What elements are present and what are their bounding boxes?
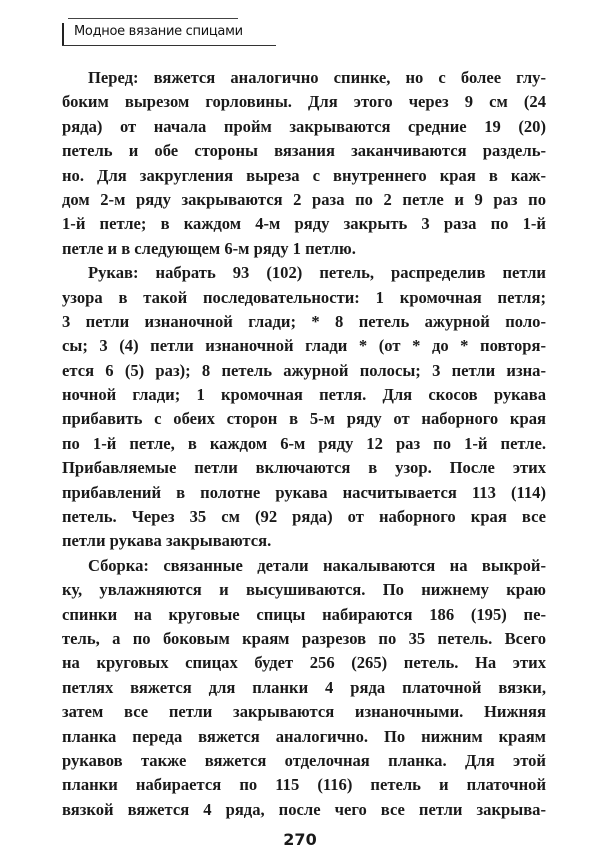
text-line [62,261,546,285]
line-text: 3 петли изнаночной глади; * 8 петель ажурной поло- [62,311,546,331]
line-text: планка переда вяжется аналогично. По нижним краям [62,726,546,746]
text-line [62,603,546,627]
text-line [62,432,546,456]
paragraph [62,261,546,554]
text-line [62,676,546,700]
line-text: затем все петли закрываются изнаночными. Нижняя [62,702,546,722]
text-line [62,237,546,261]
text-line [62,627,546,651]
text-line [62,578,546,602]
line-text: тель, а по боковым краям разрезов по 35 петель. Всего [62,628,546,648]
text-line [62,90,546,114]
line-text: ку, увлажняются и высушиваются. По нижнему краю [62,580,546,600]
header-rule-top [68,18,238,19]
text-line [62,651,546,675]
text-line [62,700,546,724]
line-text: рукавов также вяжется отделочная планка. Для этой [62,750,546,770]
line-text: но. Для закругления выреза с внутреннего края в каж- [62,165,546,185]
text-line [62,749,546,773]
text-line [62,164,546,188]
text-line [62,383,546,407]
text-line [62,481,546,505]
line-text: планки набирается по 115 (116) петель и платочной [62,775,546,795]
line-text: прибавить с обеих сторон в 5-м ряду от наборного края [62,409,546,429]
line-text: Прибавляемые петли включаются в узор. После этих [62,458,546,478]
line-text: спинки на круговые спицы набираются 186 (195) пе- [62,604,546,624]
line-text: по 1-й петле, в каждом 6-м ряду 12 раз по 1-й петле. [62,433,546,453]
text-line [62,115,546,139]
line-text: набрать 93 (102) петель, распределив петли [138,263,546,283]
line-text: вязкой вяжется 4 ряда, после чего все петли закрыва- [62,799,546,819]
paragraph [62,554,546,822]
line-text: прибавлений в полотне рукава насчитывается 113 (114) [62,482,546,502]
book-title: Модное вязание спицами [74,24,243,39]
line-text: дом 2-м ряду закрываются 2 раза по 2 петле и 9 раз по [62,189,546,209]
section-lead: Перед: [88,68,139,87]
line-text: 1-й петле; в каждом 4-м ряду закрыть 3 раза по 1-й [62,214,546,234]
header-rule-left [62,23,64,45]
text-line [62,139,546,163]
text-line [62,66,546,90]
line-text: узора в такой последовательности: 1 кромочная петля; [62,287,546,307]
line-text: связанные детали накалываются на выкрой- [148,555,546,575]
text-line [62,359,546,383]
line-text: ется 6 (5) раз); 8 петель ажурной полосы; 3 петли изна- [62,360,546,380]
text-line [62,310,546,334]
text-line [62,407,546,431]
section-lead: Сборка: [88,555,149,575]
line-text: ночной глади; 1 кромочная петля. Для скосов рукава [62,385,546,405]
line-text: сы; 3 (4) петли изнаночной глади * (от * до * повторя- [62,336,546,356]
text-line [62,286,546,310]
text-line [62,505,546,529]
line-text: на круговых спицах будет 256 (265) петель. На этих [62,653,546,673]
body-text [62,66,546,822]
line-text: ряда) от начала пройм закрываются средние 19 (20) [62,116,546,136]
line-text: петле и в следующем 6-м ряду 1 петлю. [62,238,356,258]
line-text: боким вырезом горловины. Для этого через 9 см (24 [62,92,546,112]
text-line [62,212,546,236]
line-text: петель и обе стороны вязания заканчиваются раздель- [62,141,546,161]
text-line [62,725,546,749]
line-text: петлях вяжется для планки 4 ряда платочной вязки, [62,677,546,697]
header-rule-bottom [62,45,276,46]
paragraph [62,66,546,261]
section-lead: Рукав: [88,263,139,283]
line-text: петли рукава закрываются. [62,531,272,551]
text-line [62,456,546,480]
text-line [62,798,546,822]
line-text: петель. Через 35 см (92 ряда) от наборного края все [62,507,546,527]
text-line [62,773,546,797]
text-line [62,334,546,358]
page-number: 270 [283,830,317,849]
text-line [62,188,546,212]
text-line [62,554,546,578]
line-text: вяжется аналогично спинке, но с более глу- [138,68,546,87]
text-line [62,529,546,553]
running-header [62,18,276,44]
